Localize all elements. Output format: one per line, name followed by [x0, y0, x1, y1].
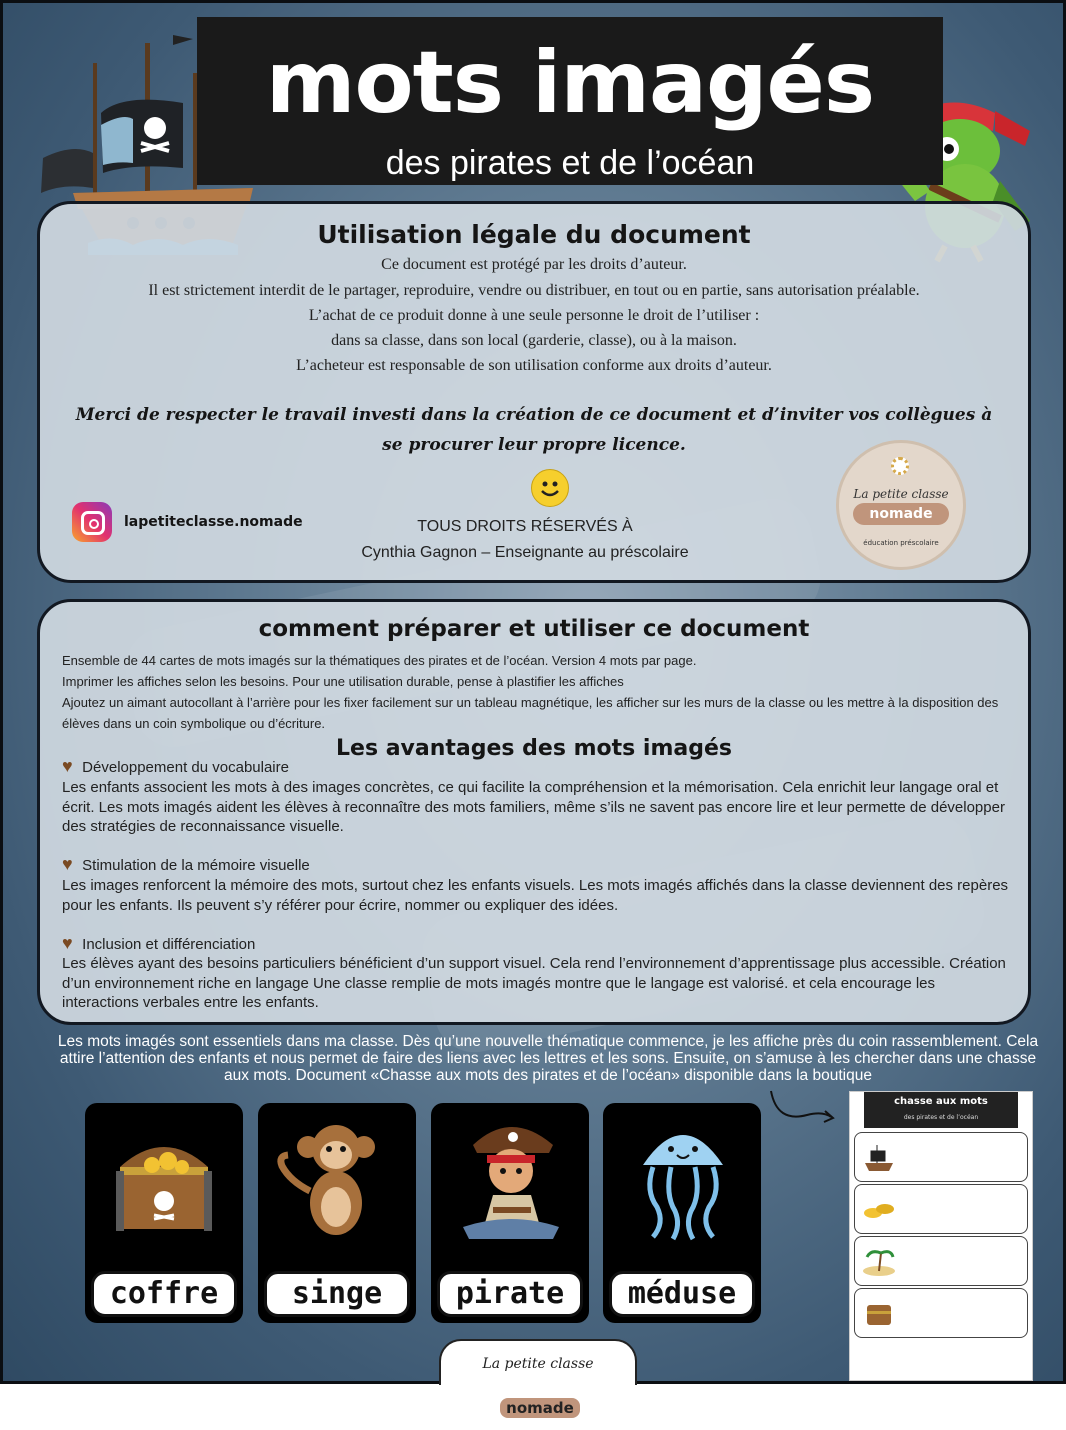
logo-text: nomade [853, 503, 949, 525]
howto-line: Ensemble de 44 cartes de mots imagés sur la thématiques des pirates et de l’océan. Version 4 mots par page. [62, 653, 697, 668]
jellyfish-icon [625, 1111, 741, 1243]
pirate-icon [453, 1115, 569, 1241]
howto-line: Imprimer les affiches selon les besoins. Pour une utilisation durable, pense à plastifier les affiches [62, 674, 624, 689]
worksheet-subtitle: des pirates et de l’océan [903, 1114, 979, 1121]
card-label: méduse [609, 1271, 755, 1317]
brand-text: La petite classe [482, 1356, 594, 1372]
logo-text: éducation préscolaire [863, 539, 939, 547]
legal-line: L’achat de ce produit donne à une seule personne le droit de l’utiliser : [308, 307, 760, 324]
brand-logo [836, 440, 966, 570]
island-icon [859, 1241, 899, 1281]
treasure-chest-icon [112, 1127, 216, 1237]
ship-icon [859, 1137, 899, 1177]
card-label: singe [264, 1271, 410, 1317]
legal-line: L’acheteur est responsable de son utilisation conforme aux droits d’auteur. [296, 357, 772, 374]
benefit-heading: ♥ Inclusion et différenciation [62, 933, 256, 953]
instagram-handle[interactable]: lapetiteclasse.nomade [124, 514, 303, 530]
legal-panel [37, 201, 1031, 583]
word-card-meduse [603, 1103, 761, 1323]
logo-text: La petite classe [853, 487, 949, 501]
howto-panel [37, 599, 1031, 1025]
legal-line: Ce document est protégé par les droits d’auteur. [381, 256, 687, 273]
author-name: Cynthia Gagnon – Enseignante au préscolaire [361, 544, 689, 561]
worksheet-row [854, 1184, 1028, 1234]
card-label: coffre [91, 1271, 237, 1317]
page-title: mots imagés [265, 33, 875, 133]
brand-highlight: nomade [500, 1398, 580, 1418]
brand-tab [439, 1339, 637, 1417]
worksheet-row [854, 1288, 1028, 1338]
benefits-title: Les avantages des mots imagés [336, 736, 732, 761]
flower-icon [891, 457, 909, 475]
title-banner [197, 17, 943, 185]
word-card-coffre [85, 1103, 243, 1323]
worksheet-title: chasse aux mots des pirates et de l’océan [864, 1092, 1018, 1128]
worksheet-row [854, 1132, 1028, 1182]
howto-title: comment préparer et utiliser ce document [258, 616, 810, 642]
monkey-icon [272, 1121, 402, 1241]
rights-reserved: TOUS DROITS RÉSERVÉS À [417, 518, 633, 535]
legal-line: Il est strictement interdit de le partager, reproduire, vendre ou distribuer, en tout ou en partie, sans autorisation préalable. [148, 282, 920, 299]
footer-paragraph: Les mots imagés sont essentiels dans ma classe. Dès qu’une nouvelle thématique commence, je les affiche près du coin rassemblement. Cela attire l’attention des enfants et nous permet de faire des liens avec les lettres et les sons. Ensuite, on s’amuse à les chercher dans une chasse aux mots. Document «Chasse aux mots des pirates et de l’océan» disponible dans la boutique [57, 1033, 1039, 1084]
page-subtitle: des pirates et de l’océan [385, 144, 755, 182]
chest-icon [859, 1293, 899, 1333]
curved-arrow-icon [767, 1085, 837, 1129]
legal-line: dans sa classe, dans son local (garderie, classe), ou à la maison. [331, 332, 737, 349]
worksheet-row [854, 1236, 1028, 1286]
word-card-pirate [431, 1103, 589, 1323]
instagram-icon[interactable] [72, 502, 112, 542]
thanks-message: Merci de respecter le travail investi dans la création de ce document et d’inviter vos collègues à se procurer leur propre licence. [75, 405, 993, 455]
benefit-text: Les enfants associent les mots à des images concrètes, ce qui facilite la compréhension et la mémorisation. Cela enrichit leur langage oral et écrit. Les mots imagés aident les élèves à reconnaître des mots familiers, même s’ils ne savent pas encore lire et leur permette de développer des stratégies de reconnaissance visuelle. [62, 779, 1005, 835]
legal-title: Utilisation légale du document [317, 220, 751, 249]
word-card-singe [258, 1103, 416, 1323]
benefit-text: Les images renforcent la mémoire des mots, surtout chez les enfants visuels. Les mots imagés affichés dans la classe deviennent des repères pour les enfants. Ils peuvent s’y référer pour écrire, nommer ou expliquer des idées. [62, 877, 1009, 914]
heart-icon: ♥ [62, 854, 73, 874]
smiley-icon [531, 469, 569, 507]
coins-icon [859, 1189, 899, 1229]
benefit-heading: ♥ Développement du vocabulaire [62, 756, 289, 776]
benefit-heading: ♥ Stimulation de la mémoire visuelle [62, 854, 310, 874]
worksheet-preview [849, 1091, 1033, 1381]
heart-icon: ♥ [62, 933, 73, 953]
howto-line: Ajoutez un aimant autocollant à l’arrière pour les fixer facilement sur un tableau magnétique, les afficher sur les murs de la classe ou les mettre à la disposition des élèves dans un coin symbolique ou d’écriture. [62, 695, 999, 731]
card-label: pirate [437, 1271, 583, 1317]
benefit-text: Les élèves ayant des besoins particuliers bénéficient d’un support visuel. Cela rend l’environnement d’apprentissage plus accessible. Création d’un environnement riche en langage Une classe remplie de mots imagés montre que le langage est valorisé. et cela encourage les interactions verbales entre les enfants. [62, 955, 1006, 1011]
heart-icon: ♥ [62, 756, 73, 776]
